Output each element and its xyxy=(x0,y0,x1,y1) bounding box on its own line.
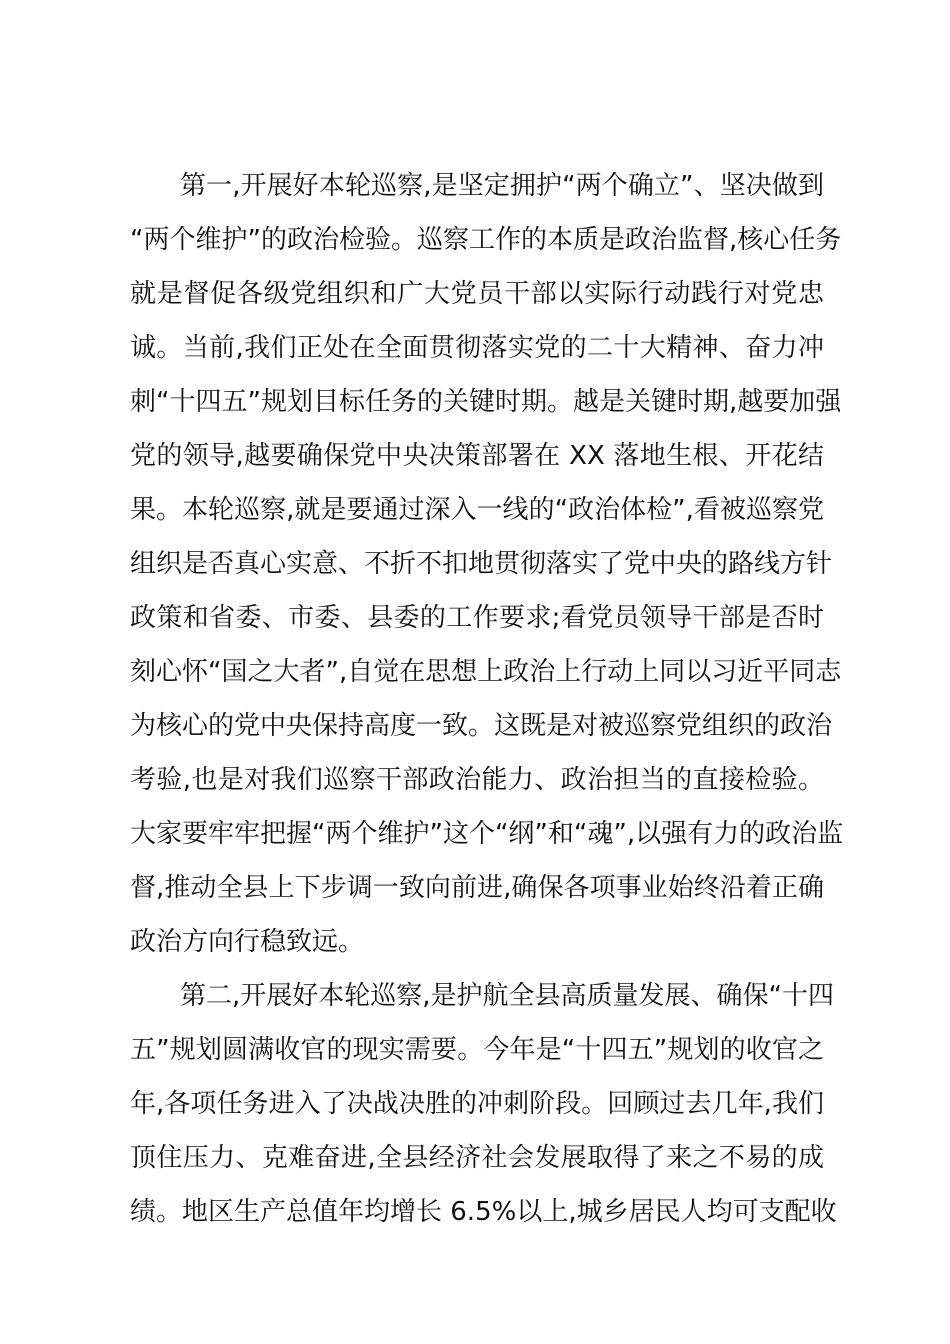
paragraph-2 xyxy=(130,969,837,1239)
text-line: 顶住压力、克难奋进,全县经济社会发展取得了来之不易的成 xyxy=(130,1143,824,1173)
text-line: 诚。当前,我们正处在全面贯彻落实党的二十大精神、奋力冲 xyxy=(130,333,824,363)
text-line: 果。本轮巡察,就是要通过深入一线的“政治体检”,看被巡察党 xyxy=(130,495,824,525)
text-line: 政策和省委、市委、县委的工作要求;看党员领导干部是否时 xyxy=(130,603,824,633)
text-line: 五”规划圆满收官的现实需要。今年是“十四五”规划的收官之 xyxy=(130,1035,824,1065)
text-line: 绩。地区生产总值年均增长 6.5%以上,城乡居民人均可支配收 xyxy=(130,1197,837,1227)
text-line: “两个维护”的政治检验。巡察工作的本质是政治监督,核心任务 xyxy=(130,225,842,255)
text-line: 第一,开展好本轮巡察,是坚定拥护“两个确立”、坚决做到 xyxy=(180,171,824,201)
text-line: 督,推动全县上下步调一致向前进,确保各项事业始终沿着正确 xyxy=(130,873,824,903)
text-line: 第二,开展好本轮巡察,是护航全县高质量发展、确保“十四 xyxy=(180,981,834,1011)
text-line: 刺“十四五”规划目标任务的关键时期。越是关键时期,越要加强 xyxy=(130,387,842,417)
text-line: 党的领导,越要确保党中央决策部署在 XX 落地生根、开花结 xyxy=(130,441,824,471)
text-line: 就是督促各级党组织和广大党员干部以实际行动践行对党忠 xyxy=(130,279,824,309)
text-line: 考验,也是对我们巡察干部政治能力、政治担当的直接检验。 xyxy=(130,765,824,795)
document-page xyxy=(130,159,844,1239)
text-line: 大家要牢牢把握“两个维护”这个“纲”和“魂”,以强有力的政治监 xyxy=(130,819,844,849)
text-line: 刻心怀“国之大者”,自觉在思想上政治上行动上同以习近平同志 xyxy=(130,657,842,687)
text-line: 为核心的党中央保持高度一致。这既是对被巡察党组织的政治 xyxy=(130,711,833,741)
text-line: 组织是否真心实意、不折不扣地贯彻落实了党中央的路线方针 xyxy=(130,549,833,579)
paragraph-1 xyxy=(130,159,844,969)
text-line: 政治方向行稳致远。 xyxy=(130,927,365,957)
text-line: 年,各项任务进入了决战决胜的冲刺阶段。回顾过去几年,我们 xyxy=(130,1089,824,1119)
